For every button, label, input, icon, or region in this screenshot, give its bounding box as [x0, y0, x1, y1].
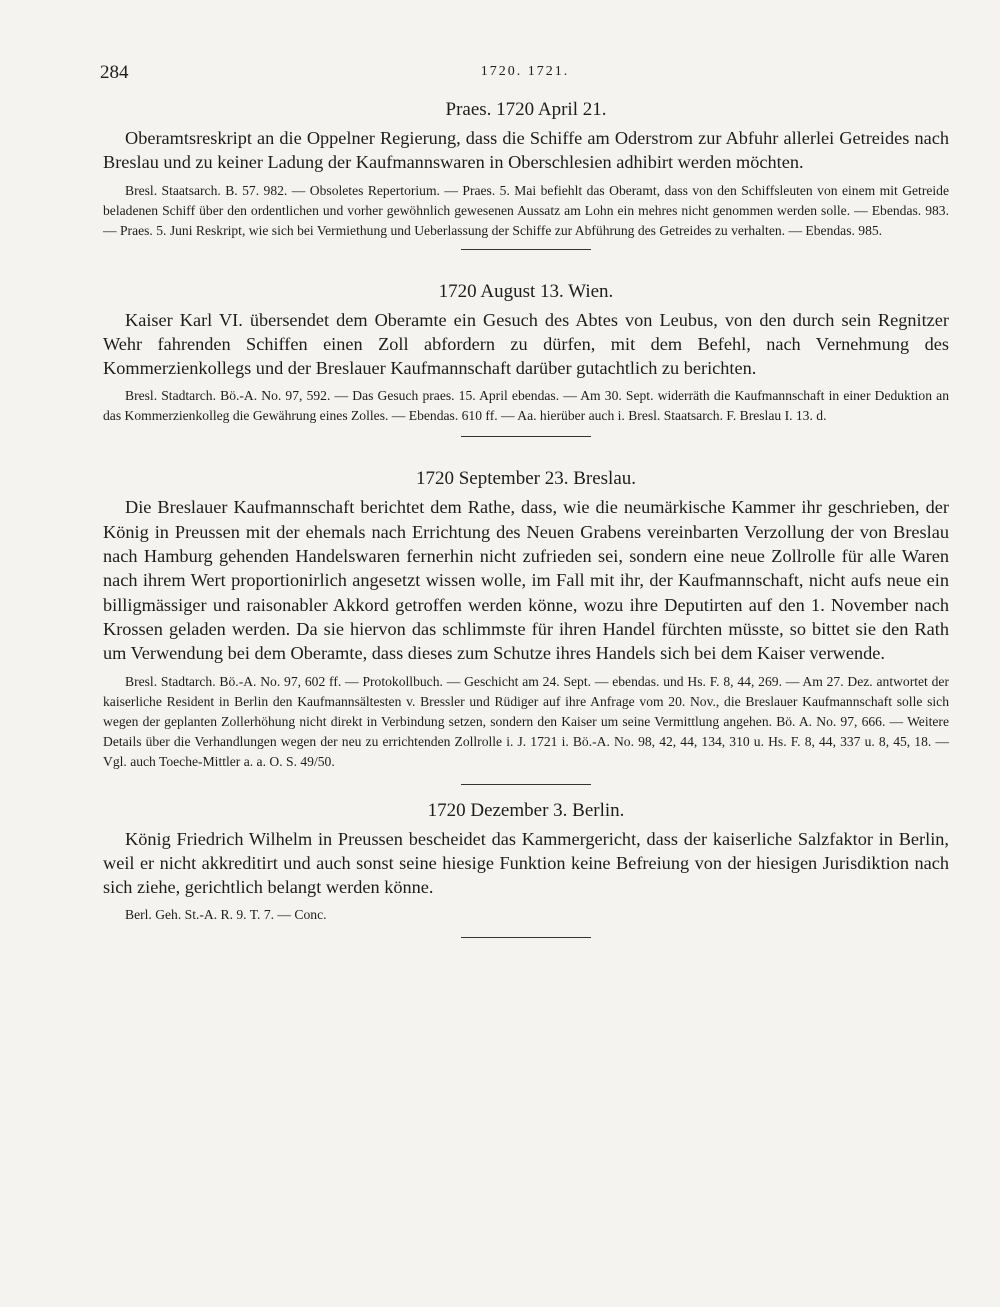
entry-source-note: Berl. Geh. St.-A. R. 9. T. 7. — Conc.: [125, 907, 327, 923]
page-number: 284: [100, 62, 129, 83]
running-head: 1720. 1721.: [480, 64, 570, 79]
section-divider: [461, 249, 591, 250]
page-header: [100, 62, 950, 86]
entry-heading: 1720 August 13. Wien.: [438, 280, 614, 302]
entry-text: Kaiser Karl VI. übersendet dem Oberamte ein Gesuch des Abtes von Leubus, von den durch sein Regnitzer Wehr fahrenden Schiffen einen Zoll abfordern zu dürfen, mit dem Befehl, nach Vernehmung des Kommerzienkollegs und der Breslauer Kaufmannschaft darüber gutachtlich zu berichten.: [103, 309, 949, 379]
entry-source-note: Bresl. Stadtarch. Bö.-A. No. 97, 602 ff. — Protokollbuch. — Geschicht am 24. Sept. — ebendas. und Hs. F. 8, 44, 269. — Am 27. Dez. antwortet der kaiserliche Resident in Berlin den Kaufmannsältesten v. Bressler und Rüdiger auf ihre Anfrage vom 20. Nov., die Breslauer Kaufmannschaft solle sich wegen der geplanten Zollerhöhung nicht direkt in Verbindung setzen, sondern den Kaiser um seine Vermittlung angehen. Bö. A. No. 97, 666. — Weitere Details über die Verhandlungen wegen der neu zu errichtenden Zollrolle i. J. 1721 i. Bö.-A. No. 98, 42, 44, 134, 310 u. Hs. F. 8, 44, 337 u. 8, 45, 18. — Vgl. auch Toeche-Mittler a. a. O. S. 49/50.: [103, 673, 949, 769]
entry-text: König Friedrich Wilhelm in Preussen bescheidet das Kammergericht, dass der kaiserliche Salzfaktor in Berlin, weil er nicht akkreditirt und auch sonst seine hiesige Funktion keine Befreiung von der hiesigen Jurisdiktion nach sich ziehe, gerichtlich belangt werden könne.: [103, 828, 949, 898]
entry-text: Oberamtsreskript an die Oppelner Regierung, dass die Schiffe am Oderstrom zur Abfuhr allerlei Getreides nach Breslau und zu keiner Ladung der Kaufmannswaren in Oberschlesien adhibirt werden möchten.: [103, 128, 949, 173]
entry-source-note: Bresl. Stadtarch. Bö.-A. No. 97, 592. — Das Gesuch praes. 15. April ebendas. — Am 30. Sept. widerräth die Kaufmannschaft in einer Deduktion an das Kommerzienkolleg die Gewährung eines Zolles. — Ebendas. 610 ff. — Aa. hierüber auch i. Bresl. Staatsarch. F. Breslau I. 13. d.: [103, 388, 949, 424]
entry-1720-april-21: [103, 98, 949, 241]
entry-1720-august-13: [103, 280, 949, 427]
entry-heading: 1720 September 23. Breslau.: [415, 468, 637, 490]
entry-text: Die Breslauer Kaufmannschaft berichtet dem Rathe, dass, wie die neumärkische Kammer ihr geschrieben, der König in Preussen mit der ehemals nach Errichtung des Neuen Grabens vereinbarten Verzollung der von Breslau nach Hamburg gehenden Handelswaren fernerhin nicht zufrieden sei, sondern eine neue Zollrolle für alle Waren nach ihrem Wert proportionirlich angesetzt wissen wolle, im Fall mit ihr, der Kaufmannschaft, nicht aufs neue ein billigmässiger und raisonabler Akkord getroffen werden könne, wozu ihre Deputirten auf den 1. November nach Krossen geladen werden. Da sie hiervon das schlimmste für ihren Handel fürchten müsste, so bittet sie den Rath um Verwendung bei dem Oberamte, dass dieses zum Schutze ihres Handels sich bei dem Kaiser verwende.: [103, 497, 949, 664]
entry-heading: Praes. 1720 April 21.: [445, 99, 607, 120]
section-divider: [461, 937, 591, 938]
section-divider: [461, 436, 591, 437]
entry-1720-dezember-3: [103, 799, 949, 926]
page-content: [103, 98, 949, 938]
entry-source-note: Bresl. Staatsarch. B. 57. 982. — Obsoletes Repertorium. — Praes. 5. Mai befiehlt das Oberamt, dass von den Schiffsleuten von einem mit Getreide beladenen Schiff über den ordentlichen und vorher gewöhnlich gewesenen Aussatz am Lohn ein mehres nicht genommen werden solle. — Ebendas. 983. — Praes. 5. Juni Reskript, wie sich bei Vermiethung und Ueberlassung der Schiffe zur Abführung des Getreides zu verhalten. — Ebendas. 985.: [103, 182, 949, 238]
section-divider: [461, 784, 591, 785]
entry-heading: 1720 Dezember 3. Berlin.: [427, 799, 625, 821]
entry-1720-september-23: [103, 467, 949, 771]
